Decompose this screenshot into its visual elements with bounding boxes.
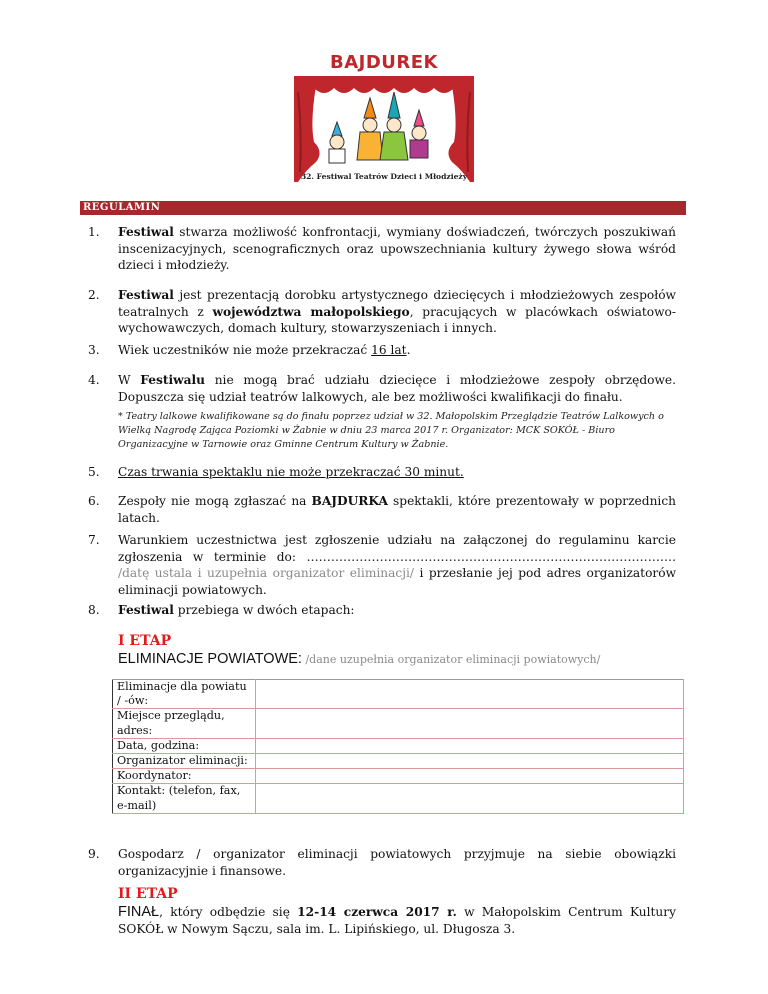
- item-number: 6.: [88, 494, 100, 508]
- item-number: 4.: [88, 373, 100, 387]
- rule-item-4: W Festiwalu nie mogą brać udziału dziecięce i młodzieżowe zespoły obrzędowe. Dopuszcza się udział teatrów lalkowych, ale bez możliwości kwalifikacji do finału.: [118, 373, 677, 404]
- table-row: [113, 738, 684, 753]
- festival-logo: [284, 52, 484, 187]
- table-label: Miejsce przeglądu, adres:: [113, 709, 256, 738]
- item-number: 8.: [88, 603, 100, 617]
- stage-2-title: II ETAP: [118, 886, 178, 902]
- rule-item-5: Czas trwania spektaklu nie może przekraczać 30 minut.: [118, 465, 464, 479]
- table-value: [256, 680, 684, 709]
- table-value: [256, 709, 684, 738]
- item-number: 9.: [88, 847, 100, 861]
- table-label: Organizator eliminacji:: [113, 754, 256, 769]
- item-number: 3.: [88, 343, 100, 357]
- rule-item-2: Festiwal jest prezentacją dorobku artystycznego dziecięcych i młodzieżowych zespołów teatralnych z województwa małopolskiego, pracujących w placówkach oświatowo-wychowawczych, domach kultury, stowarzyszeniach i innych.: [118, 288, 677, 335]
- table-label: Koordynator:: [113, 769, 256, 784]
- table-row: [113, 680, 684, 709]
- qualifiers-info-table: [112, 679, 684, 814]
- section-title: REGULAMIN: [83, 202, 161, 213]
- table-row: [113, 709, 684, 738]
- stage-1-subtitle: ELIMINACJE POWIATOWE: /dane uzupełnia organizator eliminacji powiatowych/: [118, 651, 601, 667]
- item-number: 5.: [88, 465, 100, 479]
- table-label: Eliminacje dla powiatu / -ów:: [113, 680, 256, 709]
- table-row: [113, 769, 684, 784]
- table-value: [256, 769, 684, 784]
- table-row: [113, 784, 684, 813]
- table-value: [256, 738, 684, 753]
- table-value: [256, 754, 684, 769]
- stage-2-description: FINAŁ, który odbędzie się 12-14 czerwca 2017 r. w Małopolskim Centrum Kultury SOKÓŁ w Nowym Sączu, sala im. L. Lipińskiego, ul. Długosza 3.: [118, 904, 676, 936]
- stage-1-title: I ETAP: [118, 633, 172, 649]
- table-label: Kontakt: (telefon, fax, e-mail): [113, 784, 256, 813]
- item-number: 7.: [88, 533, 100, 547]
- rule-item-9: Gospodarz / organizator eliminacji powiatowych przyjmuje na siebie obowiązki organizacyjnie i finansowe.: [118, 847, 676, 878]
- rule-item-3: Wiek uczestników nie może przekraczać 16 lat.: [118, 343, 411, 357]
- item-number: 2.: [88, 288, 100, 302]
- logo-title: BAJDUREK: [329, 52, 438, 73]
- section-header-bar: [80, 201, 686, 215]
- item-number: 1.: [88, 225, 100, 239]
- table-label: Data, godzina:: [113, 738, 256, 753]
- rule-item-6: Zespoły nie mogą zgłaszać na BAJDURKA spektakli, które prezentowały w poprzednich latach.: [118, 494, 676, 525]
- rule-item-1: Festiwal stwarza możliwość konfrontacji, wymiany doświadczeń, twórczych poszukiwań inscenizacyjnych, scenograficznych oraz upowszechniania kultury żywego słowa wśród dzieci i młodzieży.: [118, 225, 676, 272]
- theater-curtain-illustration: [284, 52, 484, 187]
- rule-item-8: Festiwal przebiega w dwóch etapach:: [118, 603, 355, 617]
- rule-item-7: Warunkiem uczestnictwa jest zgłoszenie udziału na załączonej do regulaminu karcie zgłoszenia w terminie do: ………………………………………………………………………………. /datę ustala i uzupełnia organizator eliminacji/ i przesłanie jej pod adres organizatorów eliminacji powiatowych.: [118, 533, 676, 597]
- footnote-puppet-theaters: * Teatry lalkowe kwalifikowane są do finału poprzez udział w 32. Małopolskim Przeglądzie Teatrów Lalkowych o Wielką Nagrodę Zająca Poziomki w Żabnie w dniu 23 marca 2017 r. Organizator: MCK SOKÓŁ - Biuro Organizacyjne w Tarnowie oraz Gminne Centrum Kultury w Żabnie.: [118, 411, 664, 450]
- table-value: [256, 784, 684, 813]
- festival-subtitle: 32. Festiwal Teatrów Dzieci i Młodzieży: [300, 172, 468, 181]
- table-row: [113, 754, 684, 769]
